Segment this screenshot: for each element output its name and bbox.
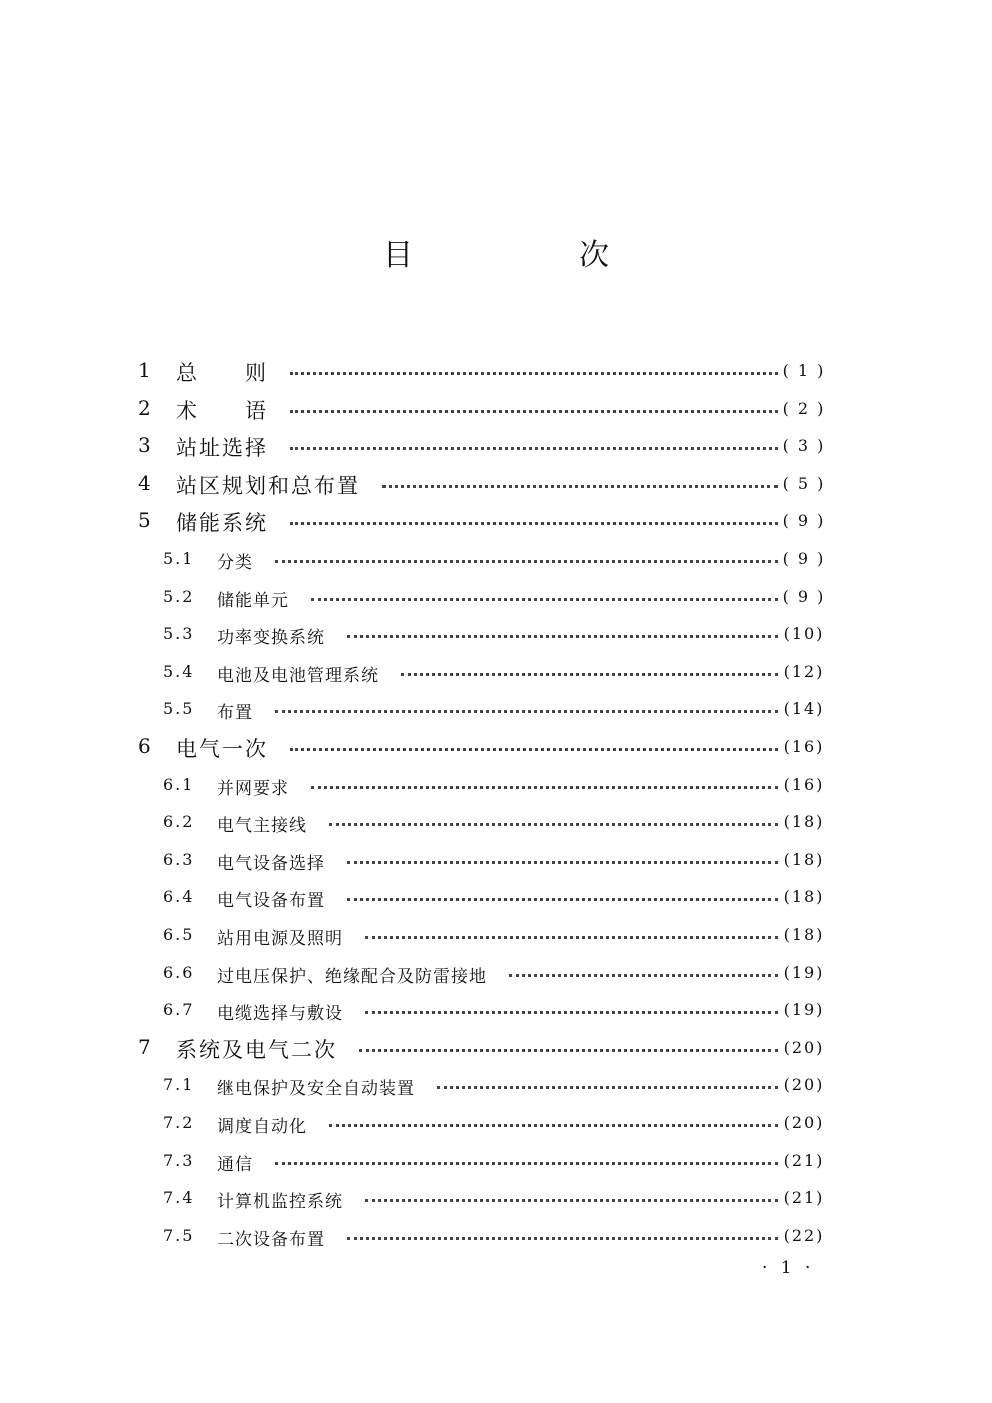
toc-entry[interactable]	[0, 841, 992, 879]
toc-entry[interactable]	[0, 766, 992, 804]
toc-dot-leader	[290, 748, 778, 751]
toc-entry[interactable]	[0, 1179, 992, 1217]
toc-dot-leader	[365, 1199, 778, 1202]
toc-entry-number: 2	[138, 395, 151, 420]
toc-entry-page: ( 1 )	[782, 361, 826, 380]
toc-entry-page: ( 9 )	[782, 511, 826, 531]
toc-entry-title: 电缆选择与敷设	[217, 1004, 343, 1025]
toc-entry-title: 电气一次	[176, 737, 268, 761]
toc-entry[interactable]	[0, 653, 992, 691]
toc-dot-leader	[275, 560, 778, 563]
toc-entry-number: 4	[138, 470, 151, 495]
toc-dot-leader	[365, 1011, 778, 1014]
toc-entry-number: 1	[138, 358, 151, 382]
toc-entry-title: 术 语	[176, 398, 268, 423]
toc-dot-leader	[347, 635, 778, 638]
toc-entry-page: (21)	[783, 1188, 825, 1208]
toc-dot-leader	[275, 1162, 778, 1165]
toc-entry-page: ( 9 )	[782, 549, 826, 568]
toc-entry[interactable]	[0, 427, 992, 465]
toc-entry-title: 站址选择	[176, 436, 268, 461]
toc-entry-number: 5.5	[163, 699, 195, 719]
toc-entry-page: (19)	[783, 1000, 825, 1020]
toc-entry-title: 调度自动化	[217, 1117, 307, 1137]
toc-dot-leader	[359, 1049, 778, 1052]
toc-entry-page: (16)	[783, 737, 825, 756]
toc-entry[interactable]	[0, 1217, 992, 1255]
toc-entry-number: 7.4	[163, 1188, 195, 1208]
toc-entry-page: ( 2 )	[782, 398, 826, 418]
toc-dot-leader	[290, 410, 778, 413]
toc-entry-title: 通信	[217, 1154, 253, 1175]
toc-entry-number: 5.1	[163, 549, 195, 568]
toc-entry-page: (18)	[783, 887, 825, 907]
toc-entry-title: 二次设备布置	[217, 1229, 325, 1250]
toc-entry-number: 6	[138, 734, 151, 758]
toc-entry[interactable]	[0, 540, 992, 578]
toc-entry-page: (12)	[783, 661, 825, 681]
toc-entry-title: 电气设备布置	[217, 891, 325, 912]
page-title: 目 次	[383, 238, 677, 273]
toc-dot-leader	[290, 522, 778, 525]
toc-entry[interactable]	[0, 1066, 992, 1104]
toc-entry-number: 3	[138, 433, 151, 458]
toc-dot-leader	[275, 710, 778, 713]
toc-entry-number: 6.1	[163, 774, 195, 794]
toc-entry[interactable]	[0, 991, 992, 1029]
toc-entry-page: (18)	[783, 812, 825, 832]
toc-entry-page: (20)	[783, 1075, 825, 1095]
toc-entry-page: ( 3 )	[782, 436, 826, 456]
toc-dot-leader	[382, 485, 778, 488]
toc-entry-title: 站用电源及照明	[217, 929, 343, 949]
toc-dot-leader	[290, 372, 778, 375]
toc-entry-number: 5.3	[163, 624, 195, 644]
toc-entry-page: (14)	[783, 699, 825, 719]
toc-entry[interactable]	[0, 728, 992, 766]
toc-entry-page: (20)	[783, 1113, 825, 1132]
toc-entry-number: 6.7	[163, 1000, 195, 1020]
toc-dot-leader	[347, 898, 778, 901]
toc-entry[interactable]	[0, 615, 992, 653]
toc-dot-leader	[509, 974, 778, 977]
toc-entry-number: 6.5	[163, 925, 195, 944]
toc-entry[interactable]	[0, 1142, 992, 1180]
toc-entry-page: (18)	[783, 925, 825, 944]
toc-entry[interactable]	[0, 803, 992, 841]
toc-entry-number: 7.5	[163, 1225, 195, 1245]
toc-entry-page: (19)	[783, 962, 825, 982]
toc-entry-title: 电池及电池管理系统	[217, 665, 379, 686]
toc-entry-page: ( 5 )	[782, 473, 826, 493]
toc-entry-title: 计算机监控系统	[217, 1192, 343, 1213]
page-number: · 1 ·	[762, 1258, 815, 1278]
toc-entry-number: 7	[138, 1034, 151, 1059]
toc-entry-title: 继电保护及安全自动装置	[217, 1079, 415, 1100]
toc-entry-number: 5.4	[163, 661, 195, 681]
toc-entry-page: (22)	[783, 1225, 825, 1245]
toc-entry[interactable]	[0, 878, 992, 916]
toc-entry-number: 6.4	[163, 887, 195, 907]
toc-entry-title: 系统及电气二次	[176, 1037, 337, 1062]
toc-entry-number: 5.2	[163, 586, 195, 606]
toc-entry-title: 布置	[217, 703, 253, 724]
toc-entry-title: 分类	[217, 553, 253, 573]
toc-entry[interactable]	[0, 954, 992, 992]
toc-entry-page: (20)	[783, 1037, 825, 1057]
toc-entry[interactable]	[0, 1029, 992, 1067]
toc-dot-leader	[290, 447, 778, 450]
toc-dot-leader	[347, 1237, 778, 1240]
toc-dot-leader	[311, 598, 778, 601]
toc-entry-title: 站区规划和总布置	[176, 473, 360, 498]
toc-entry-title: 电气设备选择	[217, 853, 325, 874]
toc-dot-leader	[401, 673, 778, 676]
toc-entry[interactable]	[0, 465, 992, 503]
toc-entry-number: 6.2	[163, 812, 195, 832]
toc-entry[interactable]	[0, 390, 992, 428]
toc-entry-title: 总 则	[176, 361, 268, 385]
toc-entry-title: 过电压保护、绝缘配合及防雷接地	[217, 966, 487, 987]
toc-entry-title: 并网要求	[217, 778, 289, 799]
toc-entry-page: (16)	[783, 774, 825, 794]
toc-entry-title: 电气主接线	[217, 816, 307, 837]
toc-dot-leader	[347, 861, 778, 864]
toc-entry[interactable]	[0, 578, 992, 616]
toc-entry[interactable]	[0, 352, 992, 390]
toc-entry[interactable]	[0, 690, 992, 728]
toc-entry-page: (21)	[783, 1150, 825, 1170]
toc-dot-leader	[311, 786, 778, 789]
toc-entry-title: 储能单元	[217, 590, 289, 611]
toc-dot-leader	[365, 936, 778, 939]
toc-entry-title: 功率变换系统	[217, 628, 325, 649]
toc-entry-page: ( 9 )	[782, 586, 826, 606]
toc-entry-number: 7.1	[163, 1075, 195, 1095]
toc-entry-number: 5	[138, 508, 151, 533]
toc-entry-number: 6.6	[163, 962, 195, 982]
toc-entry[interactable]	[0, 1104, 992, 1142]
toc-entry-number: 7.2	[163, 1113, 195, 1132]
toc-dot-leader	[329, 823, 778, 826]
toc-entry-page: (10)	[783, 624, 825, 644]
toc-entry[interactable]	[0, 916, 992, 954]
toc-entry-number: 7.3	[163, 1150, 195, 1170]
toc-dot-leader	[437, 1086, 778, 1089]
toc-entry-page: (18)	[783, 849, 825, 869]
toc-entry-number: 6.3	[163, 849, 195, 869]
toc-entry[interactable]	[0, 502, 992, 540]
toc-dot-leader	[329, 1124, 778, 1127]
toc-entry-title: 储能系统	[176, 511, 268, 536]
